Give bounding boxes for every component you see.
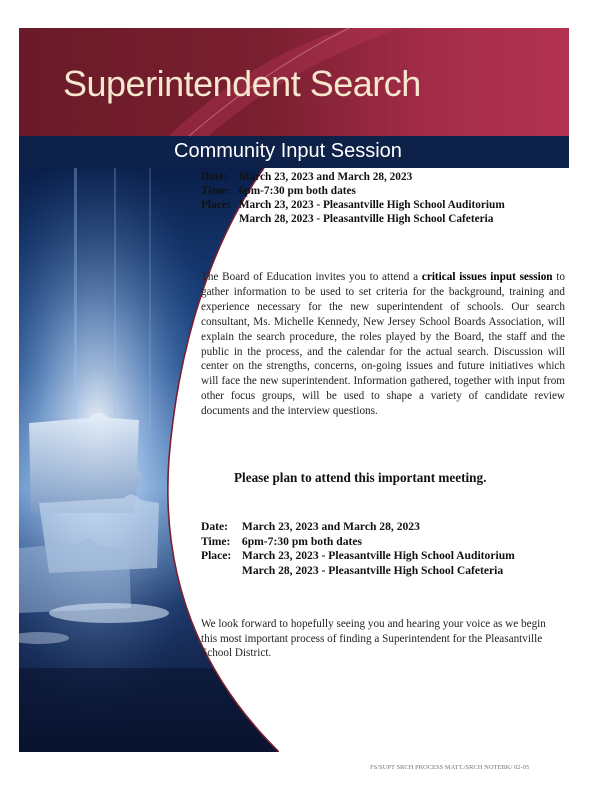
place-value-2: March 28, 2023 - Pleasantville High School Cafeteria [238, 213, 494, 225]
date-value: March 23, 2023 and March 28, 2023 [241, 520, 420, 533]
footer-code: FS/SUPT SRCH PROCESS MAT'L/SRCH NOTEBK/ 02-05 [370, 764, 530, 771]
event-details-top [201, 170, 505, 226]
time-row [201, 535, 515, 550]
place-value-1: March 23, 2023 - Pleasantville High School Auditorium [241, 549, 515, 562]
time-row [201, 184, 505, 198]
body-text-bold: critical issues input session [421, 271, 553, 283]
place-value-2: March 28, 2023 - Pleasantville High School Cafeteria [241, 563, 504, 577]
place-row [201, 549, 515, 564]
puzzle-photo [19, 168, 279, 752]
body-text-2: to gather information to be used to set criteria for the background, training and experience necessary for the new superintendent of schools. Our search consultant, Ms. Michelle Kennedy, New Jersey School Boards Association, will explain the search procedure, the roles played by the Board, the staff and the public in the process, and the calendar for the actual search. Discussion will center on the strengths, concerns, on-going issues and future initiatives which will face the new superintendent. Information gathered, together with input from other focus groups, will be used to shape a variety of candidate review documents and the interview questions. [201, 271, 565, 418]
closing-paragraph: We look forward to hopefully seeing you and hearing your voice as we begin this most important process of finding a Superintendent for the Pleasantville School District. [201, 618, 546, 659]
time-label: Time: [201, 534, 231, 548]
place-row-2 [201, 564, 515, 579]
call-to-action: Please plan to attend this important meeting. [234, 470, 487, 485]
date-label: Date: [201, 171, 228, 183]
subtitle-bar [19, 136, 569, 168]
header-banner [19, 28, 569, 136]
place-row-2 [201, 212, 505, 226]
place-label: Place: [201, 199, 231, 211]
event-details-bottom [201, 520, 515, 578]
body-text-1: The Board of Education invites you to attend a [201, 271, 422, 283]
time-value: 6pm-7:30 pm both dates [241, 534, 363, 548]
time-label: Time: [201, 185, 230, 197]
page-subtitle: Community Input Session [174, 140, 402, 162]
time-value: 6pm-7:30 pm both dates [238, 185, 356, 197]
place-label: Place: [201, 549, 232, 562]
date-value: March 23, 2023 and March 28, 2023 [238, 171, 413, 183]
date-row [201, 170, 505, 184]
place-value-1: March 23, 2023 - Pleasantville High School Auditorium [238, 199, 505, 211]
place-row [201, 198, 505, 212]
page-title: Superintendent Search [63, 63, 421, 104]
date-row [201, 520, 515, 535]
date-label: Date: [201, 520, 229, 533]
invitation-paragraph [201, 270, 565, 419]
